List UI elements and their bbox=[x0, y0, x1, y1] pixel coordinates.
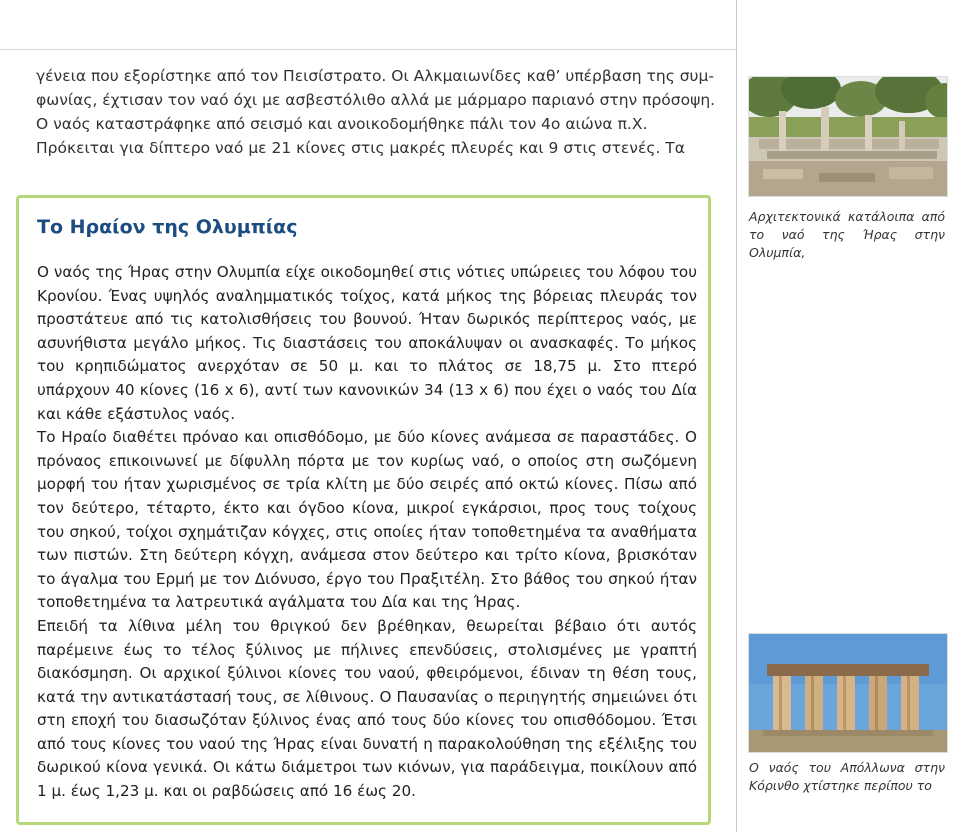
heraion-sidebar-box bbox=[16, 195, 711, 825]
photo-olympia-ruins bbox=[748, 76, 948, 197]
intro-line: Ο ναός καταστράφηκε από σεισμό και ανοικοδομήθηκε πάλι τον 4ο αιώνα π.Χ. bbox=[36, 115, 648, 133]
caption-olympia: Αρχιτεκτονικά κατάλοιπα από το ναό της Ήρας στην Ολυμπία, bbox=[749, 209, 945, 260]
intro-line: Πρόκειται για δίπτερο ναό με 21 κίονες στις μακρές πλευρές και 9 στις στενές. Τα bbox=[36, 139, 685, 157]
box-paragraph: Ο ναός της Ήρας στην Ολυμπία είχε οικοδομηθεί στις νότιες υπώρειες του λόφου του Κρονίου. Ένας υψηλός αναλημματικός τοίχος, κατά μήκος της βόρειας πλευράς τον προστάτευε από τις κατολισθήσεις του βουνού. Ήταν δωρικός περίπτερος ναός, με ασυνήθιστα μεγάλο μήκος. Τις διαστάσεις του αποκάλυψαν οι ανασκαφές. Το μήκος του κρηπιδώματος ανερχόταν σε 50 μ. και το πλάτος σε 18,75 μ. Στο πτερό υπάρχουν 40 κίονες (16 x 6), αντί των κανονικών 34 (13 x 6) που έχει ο ναός του Δία και κάθε εξάστυλος ναός. bbox=[37, 263, 697, 423]
intro-text bbox=[36, 64, 726, 160]
box-title: Το Ηραίον της Ολυμπίας bbox=[37, 216, 298, 238]
intro-line: φωνίας, έχτισαν τον ναό όχι με ασβεστόλιθο αλλά με μάρμαρο παριανό στην πρόσοψη. bbox=[36, 91, 716, 109]
box-paragraph: Το Ηραίο διαθέτει πρόναο και οπισθόδομο, με δύο κίονες ανάμεσα σε παραστάδες. Ο πρόναος επικοινωνεί με δίφυλλη πόρτα με τον κυρίως ναό, ο οποίος στη σωζόμενη μορφή του ήταν χωρισμένος σε τρία κλίτη με δύο σειρές από οκτώ κίονες. Πίσω από τον δεύτερο, τέταρτο, έκτο και όγδοο κίονα, μικροί εγκάρσιοι, προς τους τοίχους του σηκού, τοίχοι σχημάτιζαν κόγχες, στις οποίες ήταν τοποθετημένα τα αναθήματα των πιστών. Στη δεύτερη κόγχη, ανάμεσα στον δεύτερο και τρίτο κίονα, βρισκόταν το άγαλμα του Ερμή με τον Διόνυσο, έργο του Πραξιτέλη. Στο βάθος του σηκού ήταν τοποθετημένα τα λατρευτικά αγάλματα του Δία και της Ήρας. bbox=[37, 428, 697, 612]
caption-corinth: Ο ναός του Απόλλωνα στην Κόρινθο χτίστηκε περίπου το bbox=[749, 760, 945, 793]
page-margin-rule bbox=[736, 0, 737, 832]
photo-apollo-corinth bbox=[748, 633, 948, 753]
temple-image bbox=[749, 634, 947, 752]
ruins-image bbox=[749, 77, 947, 196]
intro-line: γένεια που εξορίστηκε από τον Πεισίστρατο. Οι Αλκμαιωνίδες καθ’ υπέρβαση της συμ- bbox=[36, 67, 714, 85]
box-paragraph: Επειδή τα λίθινα μέλη του θριγκού δεν βρέθηκαν, θεωρείται βέβαιο ότι αυτός παρέμεινε έως το τέλος ξύλινος με πήλινες επενδύσεις, στολισμένες με γραπτή διακόσμηση. Οι αρχικοί ξύλινοι κίονες του ναού, φθειρόμενοι, έδιναν τη θέση τους, κατά την αντικατάστασή τους, σε λίθινους. Ο Παυσανίας ο περιηγητής σημειώνει ότι στη εποχή του διασωζόταν ξύλινος ένας από τους δύο κίονες του οπισθόδομου. Έτσι από τους κίονες του ναού της Ήρας είναι δυνατή η παρακολούθηση της εξέλιξης του δωρικού κίονα γενικά. Οι κάτω διάμετροι των κιόνων, για παράδειγμα, ποικίλουν από 1 μ. έως 1,23 μ. και οι ραβδώσεις από 16 έως 20. bbox=[37, 616, 697, 801]
box-body bbox=[37, 261, 697, 804]
header-rule bbox=[0, 49, 736, 50]
